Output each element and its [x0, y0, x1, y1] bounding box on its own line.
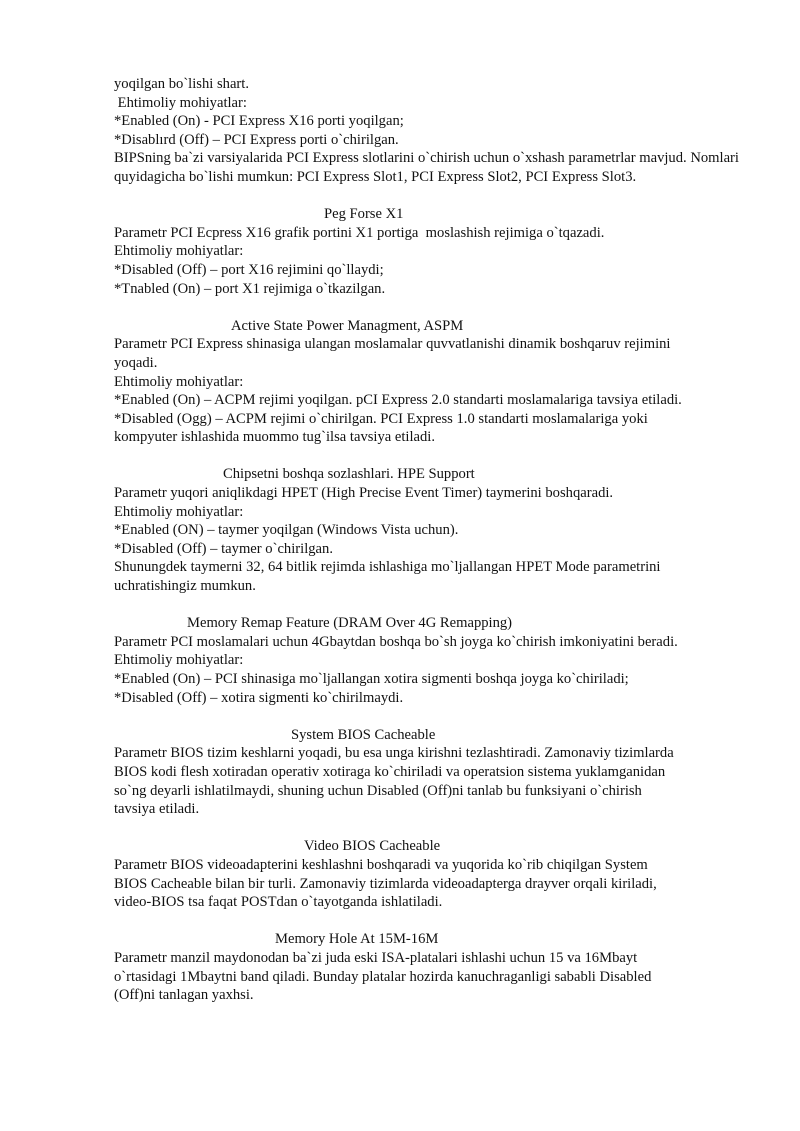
text-line: o`rtasidagi 1Mbaytni band qiladi. Bunday platalar hozirda kanuchraganligi sababli Disabled [114, 968, 652, 985]
text-line: *Tnabled (On) – port X1 rejimiga o`tkazilgan. [114, 280, 386, 297]
section-heading: Memory Hole At 15M-16M [275, 931, 439, 948]
section-system-bios-cacheable [114, 726, 754, 819]
text-line: (Off)ni tanlagan yaxhsi. [114, 987, 254, 1004]
text-line: kompyuter ishlashida muommo tug`ilsa tavsiya etiladi. [114, 429, 436, 446]
text-line: Parametr manzil maydonodan ba`zi juda eski ISA-platalari ishlashi uchun 15 va 16Mbayt [114, 949, 638, 966]
text-paragraph: BIPSning ba`zi varsiyalarida PCI Express slotlarini o`chirish uchun o`xshash parametrlar mavjud. Nomlari quyidagicha bo`lishi mumkun: PCI Express Slot1, PCI Express Slot2, PCI Express Slot3. [114, 150, 739, 185]
text-line: video-BIOS tsa faqat POSTdan o`tayotganda ishlatiladi. [114, 894, 443, 911]
text-line: *Disablırd (Off) – PCI Express porti o`chirilgan. [114, 131, 399, 148]
text-line: yoqadi. [114, 354, 158, 371]
text-line: Shunungdek taymerni 32, 64 bitlik rejimda ishlashiga mo`ljallangan HPET Mode parametrini [114, 559, 661, 576]
section-memory-remap [114, 614, 754, 707]
section-peg-forse-x1 [114, 205, 754, 298]
text-line: Ehtimoliy mohiyatlar: [114, 243, 244, 260]
text-line: Parametr PCI Ecpress X16 grafik portini X1 portiga moslashish rejimiga o`tqazadi. [114, 224, 605, 241]
text-line: *Enabled (On) – ACPM rejimi yoqilgan. pCI Express 2.0 standarti moslamalariga tavsiya etiladi. [114, 392, 682, 409]
text-line: *Disabled (Ogg) – ACPM rejimi o`chirilgan. PCI Express 1.0 standarti moslamalariga yoki [114, 410, 648, 427]
section-heading: Video BIOS Cacheable [304, 838, 441, 855]
text-line: *Enabled (On) – PCI shinasiga mo`ljallangan xotira sigmenti boshqa joyga ko`chiriladi; [114, 671, 629, 687]
text-line: Parametr PCI moslamalari uchun 4Gbaytdan boshqa bo`sh joyga ko`chirish imkoniyatini beradi. [114, 633, 678, 650]
section-heading: Peg Forse X1 [324, 206, 404, 223]
section-heading: Active State Power Managment, ASPM [231, 317, 464, 334]
text-line: Parametr BIOS videoadapterini keshlashni boshqaradi va yuqorida ko`rib chiqilgan System [114, 856, 648, 873]
section-heading: Chipsetni boshqa sozlashlari. HPE Support [223, 466, 475, 483]
text-line: *Disabled (Off) – port X16 rejimini qo`llaydi; [114, 261, 384, 278]
text-line: *Disabled (Off) – xotira sigmenti ko`chirilmaydi. [114, 689, 404, 706]
text-line: *Enabled (ON) – taymer yoqilgan (Windows Vista uchun). [114, 522, 459, 539]
text-line: yoqilgan bo`lishi shart. [114, 76, 249, 92]
text-line: Parametr yuqori aniqlikdagi HPET (High Precise Event Timer) taymerini boshqaradi. [114, 485, 614, 502]
section-hpe-support [114, 465, 754, 595]
text-line: BIOS kodi flesh xotiradan operativ xotiraga ko`chiriladi va operatsion sistema yuklamganidan [114, 763, 666, 780]
intro-block [114, 75, 754, 187]
text-line: Ehtimoliy mohiyatlar: [114, 373, 244, 390]
text-line: uchratishingiz mumkun. [114, 578, 256, 595]
text-line: Ehtimoliy mohiyatlar: [114, 503, 244, 520]
text-line: BIOS Cacheable bilan bir turli. Zamonaviy tizimlarda videoadapterga drayver orqali kiriladi, [114, 875, 657, 892]
text-line: so`ng deyarli ishlatilmaydi, shuning uchun Disabled (Off)ni tanlab bu funksiyani o`chirish [114, 782, 642, 799]
text-line: *Disabled (Off) – taymer o`chirilgan. [114, 540, 333, 557]
text-line: Ehtimoliy mohiyatlar: [114, 652, 244, 669]
document-page [114, 75, 754, 1005]
text-line: Parametr BIOS tizim keshlarni yoqadi, bu esa unga kirishni tezlashtiradi. Zamonaviy tizimlarda [114, 745, 674, 762]
section-heading: Memory Remap Feature (DRAM Over 4G Remapping) [187, 615, 513, 632]
section-video-bios-cacheable [114, 837, 754, 911]
section-heading: System BIOS Cacheable [291, 726, 436, 743]
text-line: Parametr PCI Express shinasiga ulangan moslamalar quvvatlanishi dinamik boshqaruv rejimini [114, 336, 671, 353]
section-aspm [114, 317, 754, 447]
text-line: Ehtimoliy mohiyatlar: [114, 94, 247, 111]
text-line: *Enabled (On) - PCI Express X16 porti yoqilgan; [114, 113, 404, 130]
text-line: tavsiya etiladi. [114, 801, 200, 818]
section-memory-hole [114, 930, 754, 1004]
